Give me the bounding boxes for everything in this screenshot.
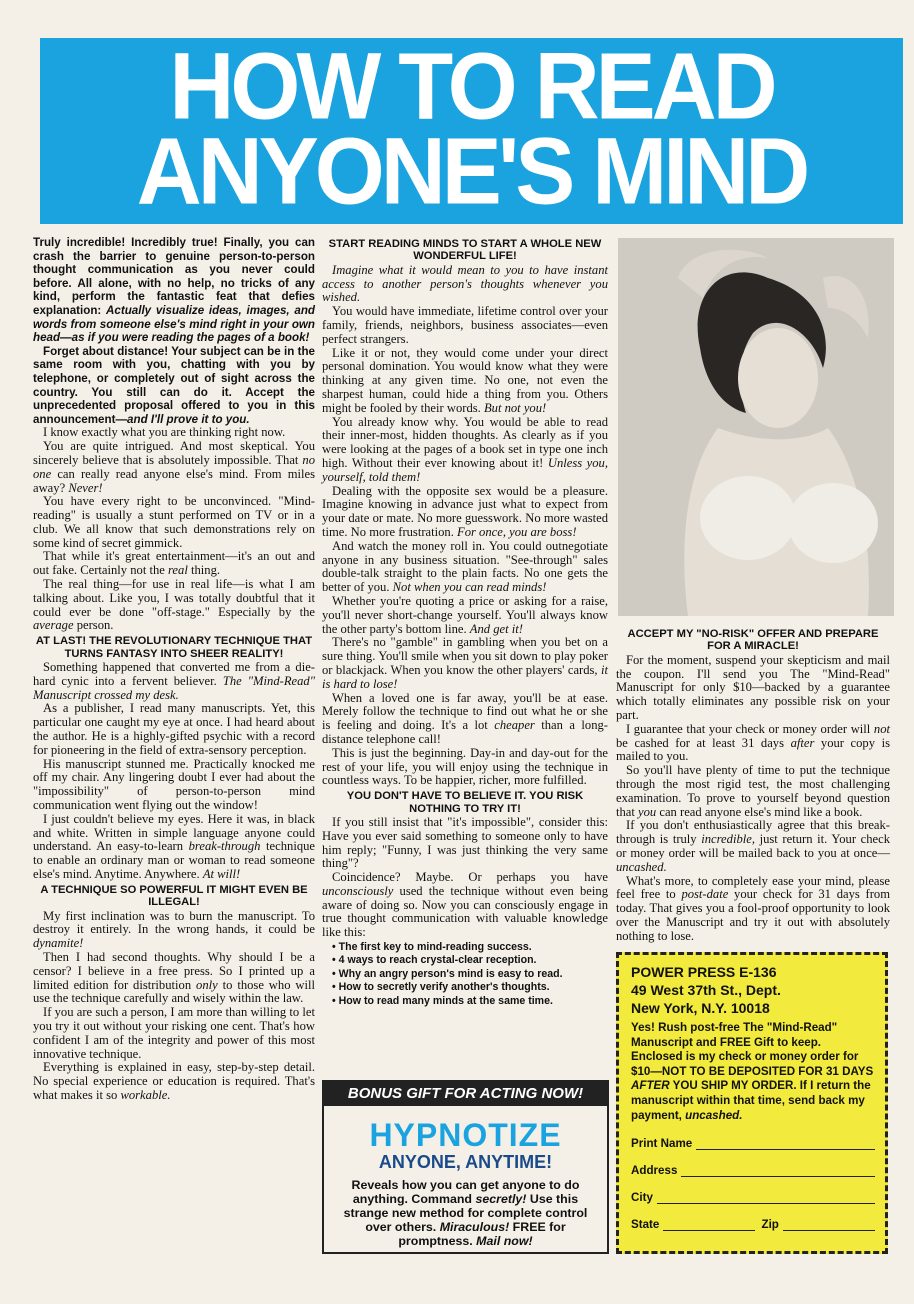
bonus-bar: BONUS GIFT FOR ACTING NOW! [324, 1082, 607, 1106]
bonus-subtitle: ANYONE, ANYTIME! [378, 1152, 553, 1172]
paragraph: For the moment, suspend your skepticism and mail the coupon. I'll send you The "Mind-Read" Manuscript for only $10—backed by a guarantee which totally eliminates any possible risk on your part. [616, 652, 890, 722]
paragraph: The real thing—for use in real life—is what I am talking about. Like you, I was totally doubtful that it could ever be done "off-stage." Especially by the average person. [33, 577, 315, 633]
subheading: AT LAST! THE REVOLUTIONARY TECHNIQUE THAT TURNS FANTASY INTO SHEER REALITY! [35, 635, 313, 660]
address-line[interactable] [681, 1164, 875, 1177]
paragraph: If you still insist that "it's impossible", consider this: Have you ever said something to someone only to have him reply; "Funny, I was just thinking the very same thing"? [322, 814, 608, 871]
coupon-code: E-136 [739, 964, 777, 980]
bonus-title: HYPNOTIZE [369, 1117, 562, 1153]
paragraph: My first inclination was to burn the manuscript. To destroy it entirely. In the wrong hands, it could be dynamite! [33, 908, 315, 951]
coupon-body: Yes! Rush post-free The "Mind-Read" Manuscript and FREE Gift to keep. Enclosed is my check or money order for $10—NOT TO BE DEPOSITED FOR 31 DAYS AFTER YOU SHIP MY ORDER. If I return the manuscript within that time, send back my payment, uncashed. [631, 1021, 874, 1122]
paragraph: This is just the beginning. Day-in and day-out for the rest of your life, you will enjoy using the technique in countless ways. To be happier, richer, more fulfilled. [322, 745, 608, 788]
paragraph: Coincidence? Maybe. Or perhaps you have unconsciously used the technique without even being aware of doing so. Now you can consciously engage in true thought communication with valuable knowledge like this: [322, 870, 608, 940]
subheading: ACCEPT MY "NO-RISK" OFFER AND PREPARE FOR A MIRACLE! [627, 628, 879, 653]
portrait-illustration [618, 238, 894, 616]
paragraph: You already know why. You would be able to read their inner-most, hidden thoughts. As clearly as if you were looking at the pages of a book set in type one inch high. Without their ever knowing about it! Unless you, yourself, told them! [322, 414, 608, 484]
headline-line-2: ANYONE'S MIND [136, 119, 807, 225]
street-address: 49 West 37th St., Dept. [631, 982, 781, 998]
city-field[interactable]: City [631, 1191, 875, 1204]
print-name-field[interactable]: Print Name [631, 1137, 875, 1150]
bonus-text: Reveals how you can get anyone to do anything. Command secretly! Use this strange new method for complete control over others. Miraculous! FREE for promptness. Mail now! [343, 1178, 588, 1248]
paragraph: I know exactly what you are thinking right now. [43, 425, 286, 440]
list-item: • How to secretly verify another's thoughts. [332, 981, 608, 994]
paragraph: Then I had second thoughts. Why should I be a censor? I believe in a free press. So I printed up a limited edition for distribution only to those who will use the technique carefully and wisely within the law. [33, 950, 315, 1006]
column-3 [616, 626, 890, 944]
paragraph: You would have immediate, lifetime control over your family, friends, neighbors, business associates—even perfect strangers. [322, 304, 608, 346]
subheading: START READING MINDS TO START A WHOLE NEW WONDERFUL LIFE! [328, 238, 602, 263]
paragraph: Imagine what it would mean to you to have instant access to another person's thoughts whenever you wished. [322, 262, 608, 305]
paragraph: That while it's great entertainment—it's an out and out fake. Certainly not the real thing. [33, 549, 315, 578]
paragraph: There's no "gamble" in gambling when you bet on a sure thing. You'll smile when you sit down to play poker or blackjack. When you know the other players' cards, it is hard to lose! [322, 635, 608, 691]
order-coupon[interactable] [616, 952, 888, 1254]
column-1 [33, 236, 315, 1103]
headline-banner [40, 34, 903, 225]
paragraph: So you'll have plenty of time to put the technique through the most rigid test, the most challenging examination. To prove to yourself beyond question that you can read anyone else's mind like a book. [616, 763, 890, 819]
bonus-gift-box [322, 1080, 609, 1254]
paragraph: As a publisher, I read many manuscripts. Yet, this particular one caught my eye at once. I had heard about the author. He is a highly-gifted psychic with a record for pioneering in the field of extra-sensory perception. [33, 701, 315, 757]
paragraph: If you don't enthusiastically agree that this break-through is truly incredible, just return it. Your check or money order will be mailed back to you at once—uncashed. [616, 818, 891, 874]
list-item: • 4 ways to reach crystal-clear reception. [332, 954, 608, 967]
state-line[interactable] [663, 1218, 755, 1231]
subheading: A TECHNIQUE SO POWERFUL IT MIGHT EVEN BE ILLEGAL! [40, 883, 308, 909]
city-address: New York, N.Y. 10018 [631, 1000, 770, 1016]
address-field[interactable]: Address [631, 1164, 875, 1177]
list-item: • Why an angry person's mind is easy to read. [332, 968, 608, 981]
coupon-address [631, 963, 875, 1017]
company-name: POWER PRESS [631, 964, 736, 980]
paragraph: When a loved one is far away, you'll be at ease. Merely follow the technique to find out what he or she is feeling and doing. It's a lot cheaper than a long-distance telephone call! [322, 690, 608, 746]
paragraph: If you are such a person, I am more than willing to let you try it out without your risking one cent. That's how confident I am of the integrity and power of this most innovative technique. [33, 1005, 315, 1061]
city-line[interactable] [657, 1191, 875, 1204]
paragraph: You have every right to be unconvinced. "Mind-reading" is usually a stunt performed on TV or in a club. We all know that such demonstrations rely on some kind of secret gimmick. [33, 494, 315, 550]
paragraph: And watch the money roll in. You could outnegotiate anyone in any business situation. "See-through" sales double-talk straight to the plain facts. No one gets the better of you. Not when you can read minds! [322, 538, 608, 595]
model-photo [618, 238, 894, 616]
paragraph: I guarantee that your check or money order will not be cashed for at least 31 days after your copy is mailed to you. [616, 721, 890, 764]
paragraph: His manuscript stunned me. Practically knocked me off my chair. Any lingering doubt I ever had about the "impossibility" of person-to-person mind communication went flying out the window! [33, 756, 315, 813]
zip-line[interactable] [783, 1218, 875, 1231]
paragraph: I just couldn't believe my eyes. Here it was, in black and white. Written in simple language anyone could understand. An easy-to-learn break-through technique to enable an ordinary man or woman to read someone else's mind. Anytime. Anywhere. At will! [33, 811, 316, 882]
paragraph: Something happened that converted me from a die-hard cynic into a fervent believer. The "Mind-Read" Manuscript crossed my desk. [33, 660, 316, 702]
paragraph: Whether you're quoting a price or asking for a raise, you'll never short-change yourself. You'll always know the other party's bottom line. And get it! [322, 593, 608, 636]
subheading: YOU DON'T HAVE TO BELIEVE IT. YOU RISK NOTHING TO TRY IT! [346, 790, 584, 815]
headline-line-1: HOW TO READ [169, 34, 774, 140]
paragraph: Dealing with the opposite sex would be a pleasure. Imagine knowing in advance just what to expect from your date or mate. No more guesswork. No more wasted time. No more frustration. For once, you are boss! [322, 483, 608, 539]
state-zip-field[interactable]: State Zip [631, 1218, 875, 1231]
benefit-list [322, 941, 608, 1008]
paragraph: Like it or not, they would come under your direct personal domination. You would know what they were thinking at any given time. No one, not even the sharpest human, could hide a thing from you. Others might be fooled by their words. But not you! [322, 345, 608, 415]
paragraph: You are quite intrigued. And most skeptical. You sincerely believe that is absolutely impossible. That no one can really read anyone else's mind. From miles away? Never! [33, 439, 315, 495]
list-item: • The first key to mind-reading success. [332, 941, 608, 954]
print-name-line[interactable] [696, 1137, 875, 1150]
paragraph: What's more, to completely ease your mind, please feel free to post-date your check for 31 days from today. That gives you a fool-proof opportunity to look over the Manuscript and try it out with absolutely nothing to lose. [616, 873, 890, 943]
list-item: • How to read many minds at the same time. [332, 995, 608, 1008]
column-2 [322, 236, 608, 1008]
paragraph: Everything is explained in easy, step-by-step detail. No special experience or education is required. That's what makes it so workable. [33, 1060, 315, 1102]
lead-intro: Truly incredible! Incredibly true! Finally, you can crash the barrier to genuine person-to-person thought communication as you never could before. All alone, with no help, no tricks of any kind, perform the fantastic feat that defies explanation: Actually visualize ideas, images, and words from someone else's mind right in your own head—as if you were reading the pages of a book! Forget about distance! Your subject can be in the same room with you, chatting with you by telephone, or completely out of sight across the country. You still can do it. Accept the unprecedented proposal offered to you in this announcement—and I'll prove it to you. [33, 236, 315, 426]
